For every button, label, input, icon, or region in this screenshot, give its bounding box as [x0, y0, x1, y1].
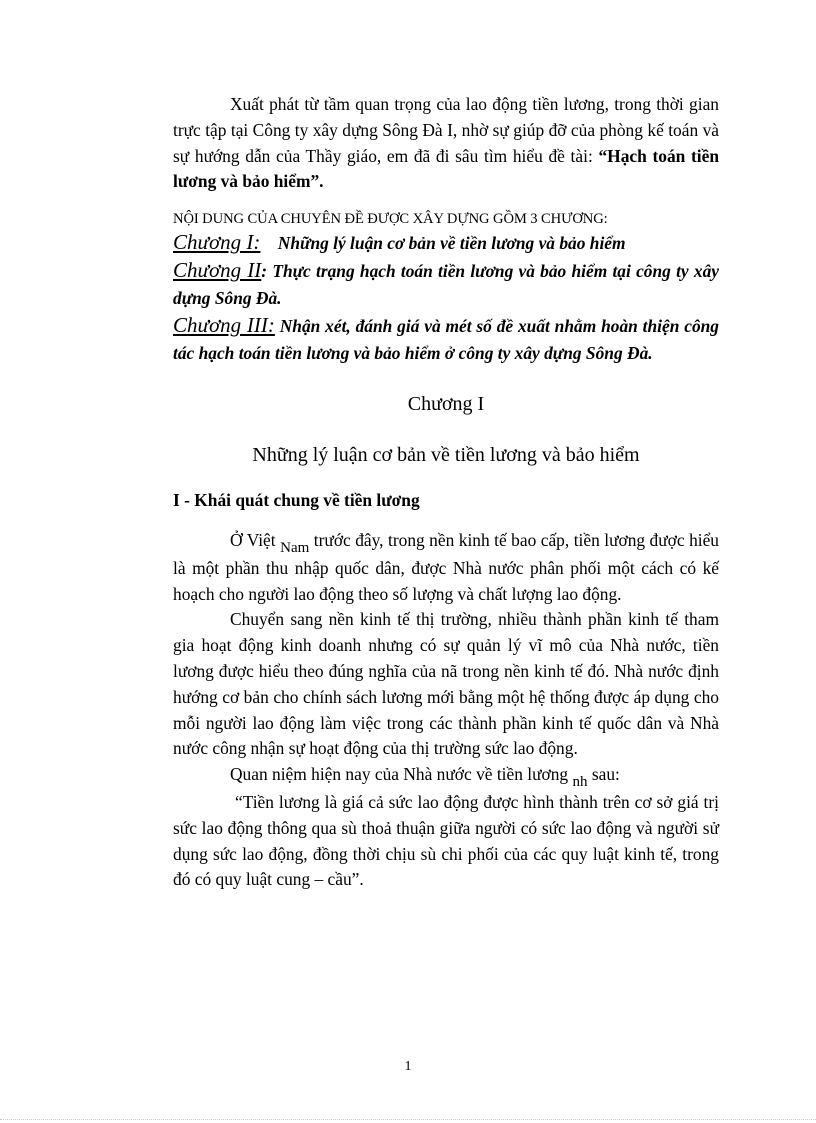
- section-title: I - Khái quát chung về tiền lương: [173, 490, 420, 511]
- para3-before: Quan niệm hiện nay của Nhà nước về tiền lương: [230, 764, 569, 785]
- paragraph-2: Chuyển sang nền kinh tế thị trường, nhiều thành phần kinh tế tham gia hoạt động kinh doanh nhưng có sự quản lý vĩ mô của Nhà nước, tiền lương được hiểu theo đúng nghĩa của nã trong nền kinh tế đó. Nhà nước định hướng cơ bản cho chính sách lương mới bằng một hệ thống được áp dụng cho mỗi người lao động làm việc trong các thành phần kinh tế quốc dân và Nhà nước công nhận sự hoạt động của thị trường sức lao động.: [173, 609, 719, 759]
- chapter-title: Chương I: [407, 393, 485, 416]
- chapter-line-1: [173, 229, 719, 257]
- paragraph-3: [173, 762, 719, 790]
- chapter-line-3: [173, 312, 719, 367]
- chapter-line-2: [173, 257, 719, 312]
- intro-paragraph: [173, 92, 719, 195]
- contents-heading: NỘI DUNG CỦA CHUYÊN ĐỀ ĐƯỢC XÂY DỰNG GỒM 3 CHƯƠNG:: [173, 211, 608, 228]
- page-content: [173, 92, 719, 893]
- para1-sub: Nam: [280, 539, 310, 556]
- intro-text: Xuất phát từ tầm quan trọng của lao động tiền lương, trong thời gian trực tập tại Công ty xây dựng Sông Đà I, nhờ sự giúp đỡ của phòng kế toán và sự hướng dẫn của Thầy giáo, em đã đi sâu tìm hiểu đề tài:: [173, 94, 719, 166]
- para1-after: trước đây, trong nền kinh tế bao cấp, tiền lương được hiểu là một phần thu nhập quốc dân, được Nhà nước phân phối một cách có kế hoạch cho người lao động theo số lượng và chất lượng lao động.: [173, 529, 720, 604]
- topic-title: “Hạch toán tiền lương và bảo hiểm”.: [173, 145, 719, 192]
- chapter-label-3: Chương III:: [173, 313, 275, 338]
- chapter-text-2: : Thực trạng hạch toán tiền lương và bảo hiểm tại công ty xây dựng Sông Đà.: [173, 261, 719, 309]
- chapter-label-2: Chương II: [173, 258, 262, 283]
- paragraph-1: [173, 528, 719, 607]
- para1-before: Ở Việt: [230, 529, 276, 550]
- chapter-text-3: Nhận xét, đánh giá và mét số đề xuất nhằm hoàn thiện công tác hạch toán tiền lương và bảo hiểm ở công ty xây dựng Sông Đà.: [173, 316, 720, 364]
- chapter-label-1: Chương I:: [173, 230, 261, 255]
- page-bottom-divider: [0, 1119, 816, 1120]
- para3-after: sau:: [591, 764, 620, 785]
- para3-sub: nh: [572, 774, 588, 791]
- chapter-subtitle: Những lý luận cơ bản về tiền lương và bảo hiểm: [252, 444, 640, 467]
- page-number: 1: [404, 1059, 412, 1074]
- quote-paragraph: “Tiền lương là giá cả sức lao động được hình thành trên cơ sở giá trị sức lao động thông qua sù thoả thuận giữa người có sức lao động và người sử dụng sức lao động, đồng thời chịu sù chi phối của các quy luật kinh tế, trong đó có quy luật cung – cầu”.: [173, 791, 719, 890]
- chapter-text-1: Những lý luận cơ bản về tiền lương và bảo hiểm: [277, 233, 626, 254]
